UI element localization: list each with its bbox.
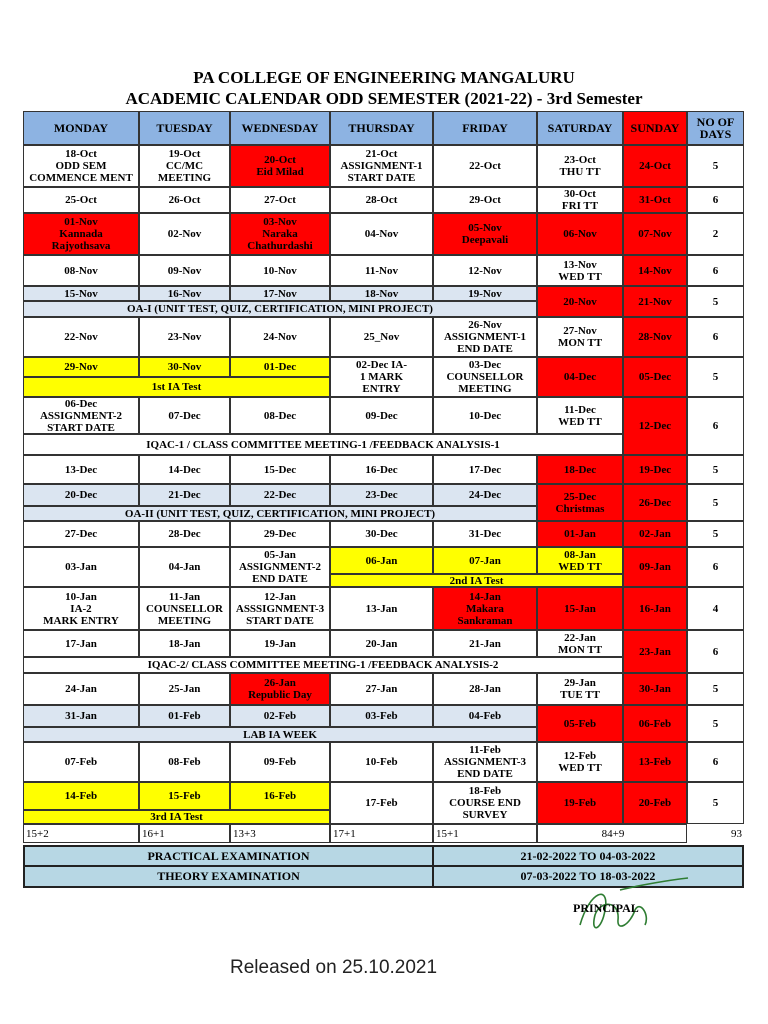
- w10-wed: 22-Dec: [230, 484, 330, 506]
- w10-banner: OA-II (UNIT TEST, QUIZ, CERTIFICATION, MINI PROJECT): [23, 506, 537, 521]
- w1-tue: 19-Oct CC/MC MEETING: [139, 145, 230, 187]
- w9-mon: 13-Dec: [23, 455, 139, 484]
- w8-banner: IQAC-1 / CLASS COMMITTEE MEETING-1 /FEEDBACK ANALYSIS-1: [23, 434, 623, 455]
- w4-mon: 08-Nov: [23, 255, 139, 286]
- w8-thu: 09-Dec: [330, 397, 433, 434]
- practical-exam-dates: 21-02-2022 TO 04-03-2022: [432, 845, 744, 867]
- w10-fri: 24-Dec: [433, 484, 537, 506]
- w16-sat: 05-Feb: [537, 705, 623, 742]
- w16-wed: 02-Feb: [230, 705, 330, 727]
- header-days: NO OF DAYS: [687, 111, 744, 145]
- w16-sun: 06-Feb: [623, 705, 687, 742]
- w18-mon: 14-Feb: [23, 782, 139, 810]
- w15-mon: 24-Jan: [23, 673, 139, 705]
- header-fri: FRIDAY: [433, 111, 537, 145]
- w9-tue: 14-Dec: [139, 455, 230, 484]
- w5-thu: 18-Nov: [330, 286, 433, 301]
- w1-days: 5: [687, 145, 744, 187]
- w14-thu: 20-Jan: [330, 630, 433, 657]
- w5-sun: 21-Nov: [623, 286, 687, 317]
- w8-tue: 07-Dec: [139, 397, 230, 434]
- w11-mon: 27-Dec: [23, 521, 139, 547]
- w17-wed: 09-Feb: [230, 742, 330, 782]
- w14-wed: 19-Jan: [230, 630, 330, 657]
- w3-tue: 02-Nov: [139, 213, 230, 255]
- w15-sat: 29-Jan TUE TT: [537, 673, 623, 705]
- w7-sun: 05-Dec: [623, 357, 687, 397]
- w14-banner: IQAC-2/ CLASS COMMITTEE MEETING-1 /FEEDBACK ANALYSIS-2: [23, 657, 623, 673]
- w17-sat: 12-Feb WED TT: [537, 742, 623, 782]
- w12-mon: 03-Jan: [23, 547, 139, 587]
- w7-thu: 02-Dec IA- 1 MARK ENTRY: [330, 357, 433, 397]
- w4-tue: 09-Nov: [139, 255, 230, 286]
- w6-sun: 28-Nov: [623, 317, 687, 357]
- w1-thu: 21-Oct ASSIGNMENT-1 START DATE: [330, 145, 433, 187]
- w14-sat: 22-Jan MON TT: [537, 630, 623, 657]
- w16-banner: LAB IA WEEK: [23, 727, 537, 742]
- w9-wed: 15-Dec: [230, 455, 330, 484]
- total-tue: 16+1: [139, 824, 230, 843]
- college-name: PA COLLEGE OF ENGINEERING MANGALURU: [193, 68, 575, 87]
- w15-thu: 27-Jan: [330, 673, 433, 705]
- w8-sun: 12-Dec: [623, 397, 687, 455]
- w9-thu: 16-Dec: [330, 455, 433, 484]
- w2-thu: 28-Oct: [330, 187, 433, 213]
- w17-sun: 13-Feb: [623, 742, 687, 782]
- w15-wed: 26-Jan Republic Day: [230, 673, 330, 705]
- w11-thu: 30-Dec: [330, 521, 433, 547]
- header-thu: THURSDAY: [330, 111, 433, 145]
- w12-sun: 09-Jan: [623, 547, 687, 587]
- w13-days: 4: [687, 587, 744, 630]
- w11-fri: 31-Dec: [433, 521, 537, 547]
- w6-wed: 24-Nov: [230, 317, 330, 357]
- w3-sun: 07-Nov: [623, 213, 687, 255]
- w16-tue: 01-Feb: [139, 705, 230, 727]
- w18-sun: 20-Feb: [623, 782, 687, 824]
- w6-sat: 27-Nov MON TT: [537, 317, 623, 357]
- w8-mon: 06-Dec ASSIGNMENT-2 START DATE: [23, 397, 139, 434]
- w10-days: 5: [687, 484, 744, 521]
- w7-sat: 04-Dec: [537, 357, 623, 397]
- w18-wed: 16-Feb: [230, 782, 330, 810]
- w14-mon: 17-Jan: [23, 630, 139, 657]
- w4-sun: 14-Nov: [623, 255, 687, 286]
- w9-sat: 18-Dec: [537, 455, 623, 484]
- release-date: Released on 25.10.2021: [230, 957, 438, 978]
- w10-tue: 21-Dec: [139, 484, 230, 506]
- w9-sun: 19-Dec: [623, 455, 687, 484]
- w3-days: 2: [687, 213, 744, 255]
- total-thu: 17+1: [330, 824, 433, 843]
- w6-mon: 22-Nov: [23, 317, 139, 357]
- w6-tue: 23-Nov: [139, 317, 230, 357]
- w18-sat: 19-Feb: [537, 782, 623, 824]
- w12-thu: 06-Jan: [330, 547, 433, 574]
- w18-days: 5: [687, 782, 744, 824]
- calendar-title: ACADEMIC CALENDAR ODD SEMESTER (2021-22) - 3rd Semester: [125, 89, 643, 108]
- w4-days: 6: [687, 255, 744, 286]
- w7-wed: 01-Dec: [230, 357, 330, 377]
- principal-label: PRINCIPAL: [573, 901, 639, 915]
- w14-tue: 18-Jan: [139, 630, 230, 657]
- w3-mon: 01-Nov Kannada Rajyothsava: [23, 213, 139, 255]
- w13-sun: 16-Jan: [623, 587, 687, 630]
- w11-sun: 02-Jan: [623, 521, 687, 547]
- w5-banner: OA-I (UNIT TEST, QUIZ, CERTIFICATION, MINI PROJECT): [23, 301, 537, 317]
- w17-fri: 11-Feb ASSIGNMENT-3 END DATE: [433, 742, 537, 782]
- w14-sun: 23-Jan: [623, 630, 687, 673]
- w17-mon: 07-Feb: [23, 742, 139, 782]
- header-wed: WEDNESDAY: [230, 111, 330, 145]
- w3-wed: 03-Nov Naraka Chathurdashi: [230, 213, 330, 255]
- w1-wed: 20-Oct Eid Milad: [230, 145, 330, 187]
- w8-wed: 08-Dec: [230, 397, 330, 434]
- header-sat: SATURDAY: [537, 111, 623, 145]
- w13-thu: 13-Jan: [330, 587, 433, 630]
- w10-mon: 20-Dec: [23, 484, 139, 506]
- w15-sun: 30-Jan: [623, 673, 687, 705]
- w1-fri: 22-Oct: [433, 145, 537, 187]
- w10-sat: 25-Dec Christmas: [537, 484, 623, 521]
- w5-mon: 15-Nov: [23, 286, 139, 301]
- header-sun: SUNDAY: [623, 111, 687, 145]
- w3-thu: 04-Nov: [330, 213, 433, 255]
- w4-fri: 12-Nov: [433, 255, 537, 286]
- w17-days: 6: [687, 742, 744, 782]
- w15-tue: 25-Jan: [139, 673, 230, 705]
- w6-days: 6: [687, 317, 744, 357]
- w14-days: 6: [687, 630, 744, 673]
- w11-sat: 01-Jan: [537, 521, 623, 547]
- w2-sun: 31-Oct: [623, 187, 687, 213]
- w13-mon: 10-Jan IA-2 MARK ENTRY: [23, 587, 139, 630]
- w5-wed: 17-Nov: [230, 286, 330, 301]
- w16-fri: 04-Feb: [433, 705, 537, 727]
- w16-days: 5: [687, 705, 744, 742]
- w12-fri: 07-Jan: [433, 547, 537, 574]
- total-fri: 15+1: [433, 824, 537, 843]
- w11-days: 5: [687, 521, 744, 547]
- w11-wed: 29-Dec: [230, 521, 330, 547]
- w12-banner: 2nd IA Test: [330, 574, 623, 587]
- w9-days: 5: [687, 455, 744, 484]
- w18-tue: 15-Feb: [139, 782, 230, 810]
- w1-sat: 23-Oct THU TT: [537, 145, 623, 187]
- w12-tue: 04-Jan: [139, 547, 230, 587]
- w5-fri: 19-Nov: [433, 286, 537, 301]
- w18-thu: 17-Feb: [330, 782, 433, 824]
- w6-fri: 26-Nov ASSIGNMENT-1 END DATE: [433, 317, 537, 357]
- total-days: 93: [731, 827, 742, 840]
- w12-days: 6: [687, 547, 744, 587]
- w5-tue: 16-Nov: [139, 286, 230, 301]
- w16-thu: 03-Feb: [330, 705, 433, 727]
- theory-exam-dates: 07-03-2022 TO 18-03-2022: [432, 865, 744, 888]
- w8-sat: 11-Dec WED TT: [537, 397, 623, 434]
- w1-sun: 24-Oct: [623, 145, 687, 187]
- w7-fri: 03-Dec COUNSELLOR MEETING: [433, 357, 537, 397]
- w4-sat: 13-Nov WED TT: [537, 255, 623, 286]
- w2-mon: 25-Oct: [23, 187, 139, 213]
- w17-thu: 10-Feb: [330, 742, 433, 782]
- total-mon: 15+2: [23, 824, 139, 843]
- w3-fri: 05-Nov Deepavali: [433, 213, 537, 255]
- w15-days: 5: [687, 673, 744, 705]
- header-tue: TUESDAY: [139, 111, 230, 145]
- w2-fri: 29-Oct: [433, 187, 537, 213]
- total-satsun: 84+9: [537, 824, 687, 843]
- w18-banner: 3rd IA Test: [23, 810, 330, 824]
- w7-mon: 29-Nov: [23, 357, 139, 377]
- w14-fri: 21-Jan: [433, 630, 537, 657]
- w13-sat: 15-Jan: [537, 587, 623, 630]
- w9-fri: 17-Dec: [433, 455, 537, 484]
- w3-sat: 06-Nov: [537, 213, 623, 255]
- w16-mon: 31-Jan: [23, 705, 139, 727]
- w18-fri: 18-Feb COURSE END SURVEY: [433, 782, 537, 824]
- w13-tue: 11-Jan COUNSELLOR MEETING: [139, 587, 230, 630]
- w8-days: 6: [687, 397, 744, 455]
- w2-days: 6: [687, 187, 744, 213]
- w10-thu: 23-Dec: [330, 484, 433, 506]
- header-mon: MONDAY: [23, 111, 139, 145]
- w13-wed: 12-Jan ASSSIGNMENT-3 START DATE: [230, 587, 330, 630]
- practical-exam-label: PRACTICAL EXAMINATION: [23, 845, 434, 867]
- w4-wed: 10-Nov: [230, 255, 330, 286]
- total-wed: 13+3: [230, 824, 330, 843]
- theory-exam-label: THEORY EXAMINATION: [23, 865, 434, 888]
- w13-fri: 14-Jan Makara Sankraman: [433, 587, 537, 630]
- w7-days: 5: [687, 357, 744, 397]
- w6-thu: 25_Nov: [330, 317, 433, 357]
- w2-sat: 30-Oct FRI TT: [537, 187, 623, 213]
- w17-tue: 08-Feb: [139, 742, 230, 782]
- w10-sun: 26-Dec: [623, 484, 687, 521]
- w4-thu: 11-Nov: [330, 255, 433, 286]
- w12-sat: 08-Jan WED TT: [537, 547, 623, 574]
- w7-banner: 1st IA Test: [23, 377, 330, 397]
- w5-days: 5: [687, 286, 744, 317]
- w2-wed: 27-Oct: [230, 187, 330, 213]
- w15-fri: 28-Jan: [433, 673, 537, 705]
- w5-sat: 20-Nov: [537, 286, 623, 317]
- w2-tue: 26-Oct: [139, 187, 230, 213]
- w7-tue: 30-Nov: [139, 357, 230, 377]
- w12-wed: 05-Jan ASSIGNMENT-2 END DATE: [230, 547, 330, 587]
- w11-tue: 28-Dec: [139, 521, 230, 547]
- w1-mon: 18-Oct ODD SEM COMMENCE MENT: [23, 145, 139, 187]
- w8-fri: 10-Dec: [433, 397, 537, 434]
